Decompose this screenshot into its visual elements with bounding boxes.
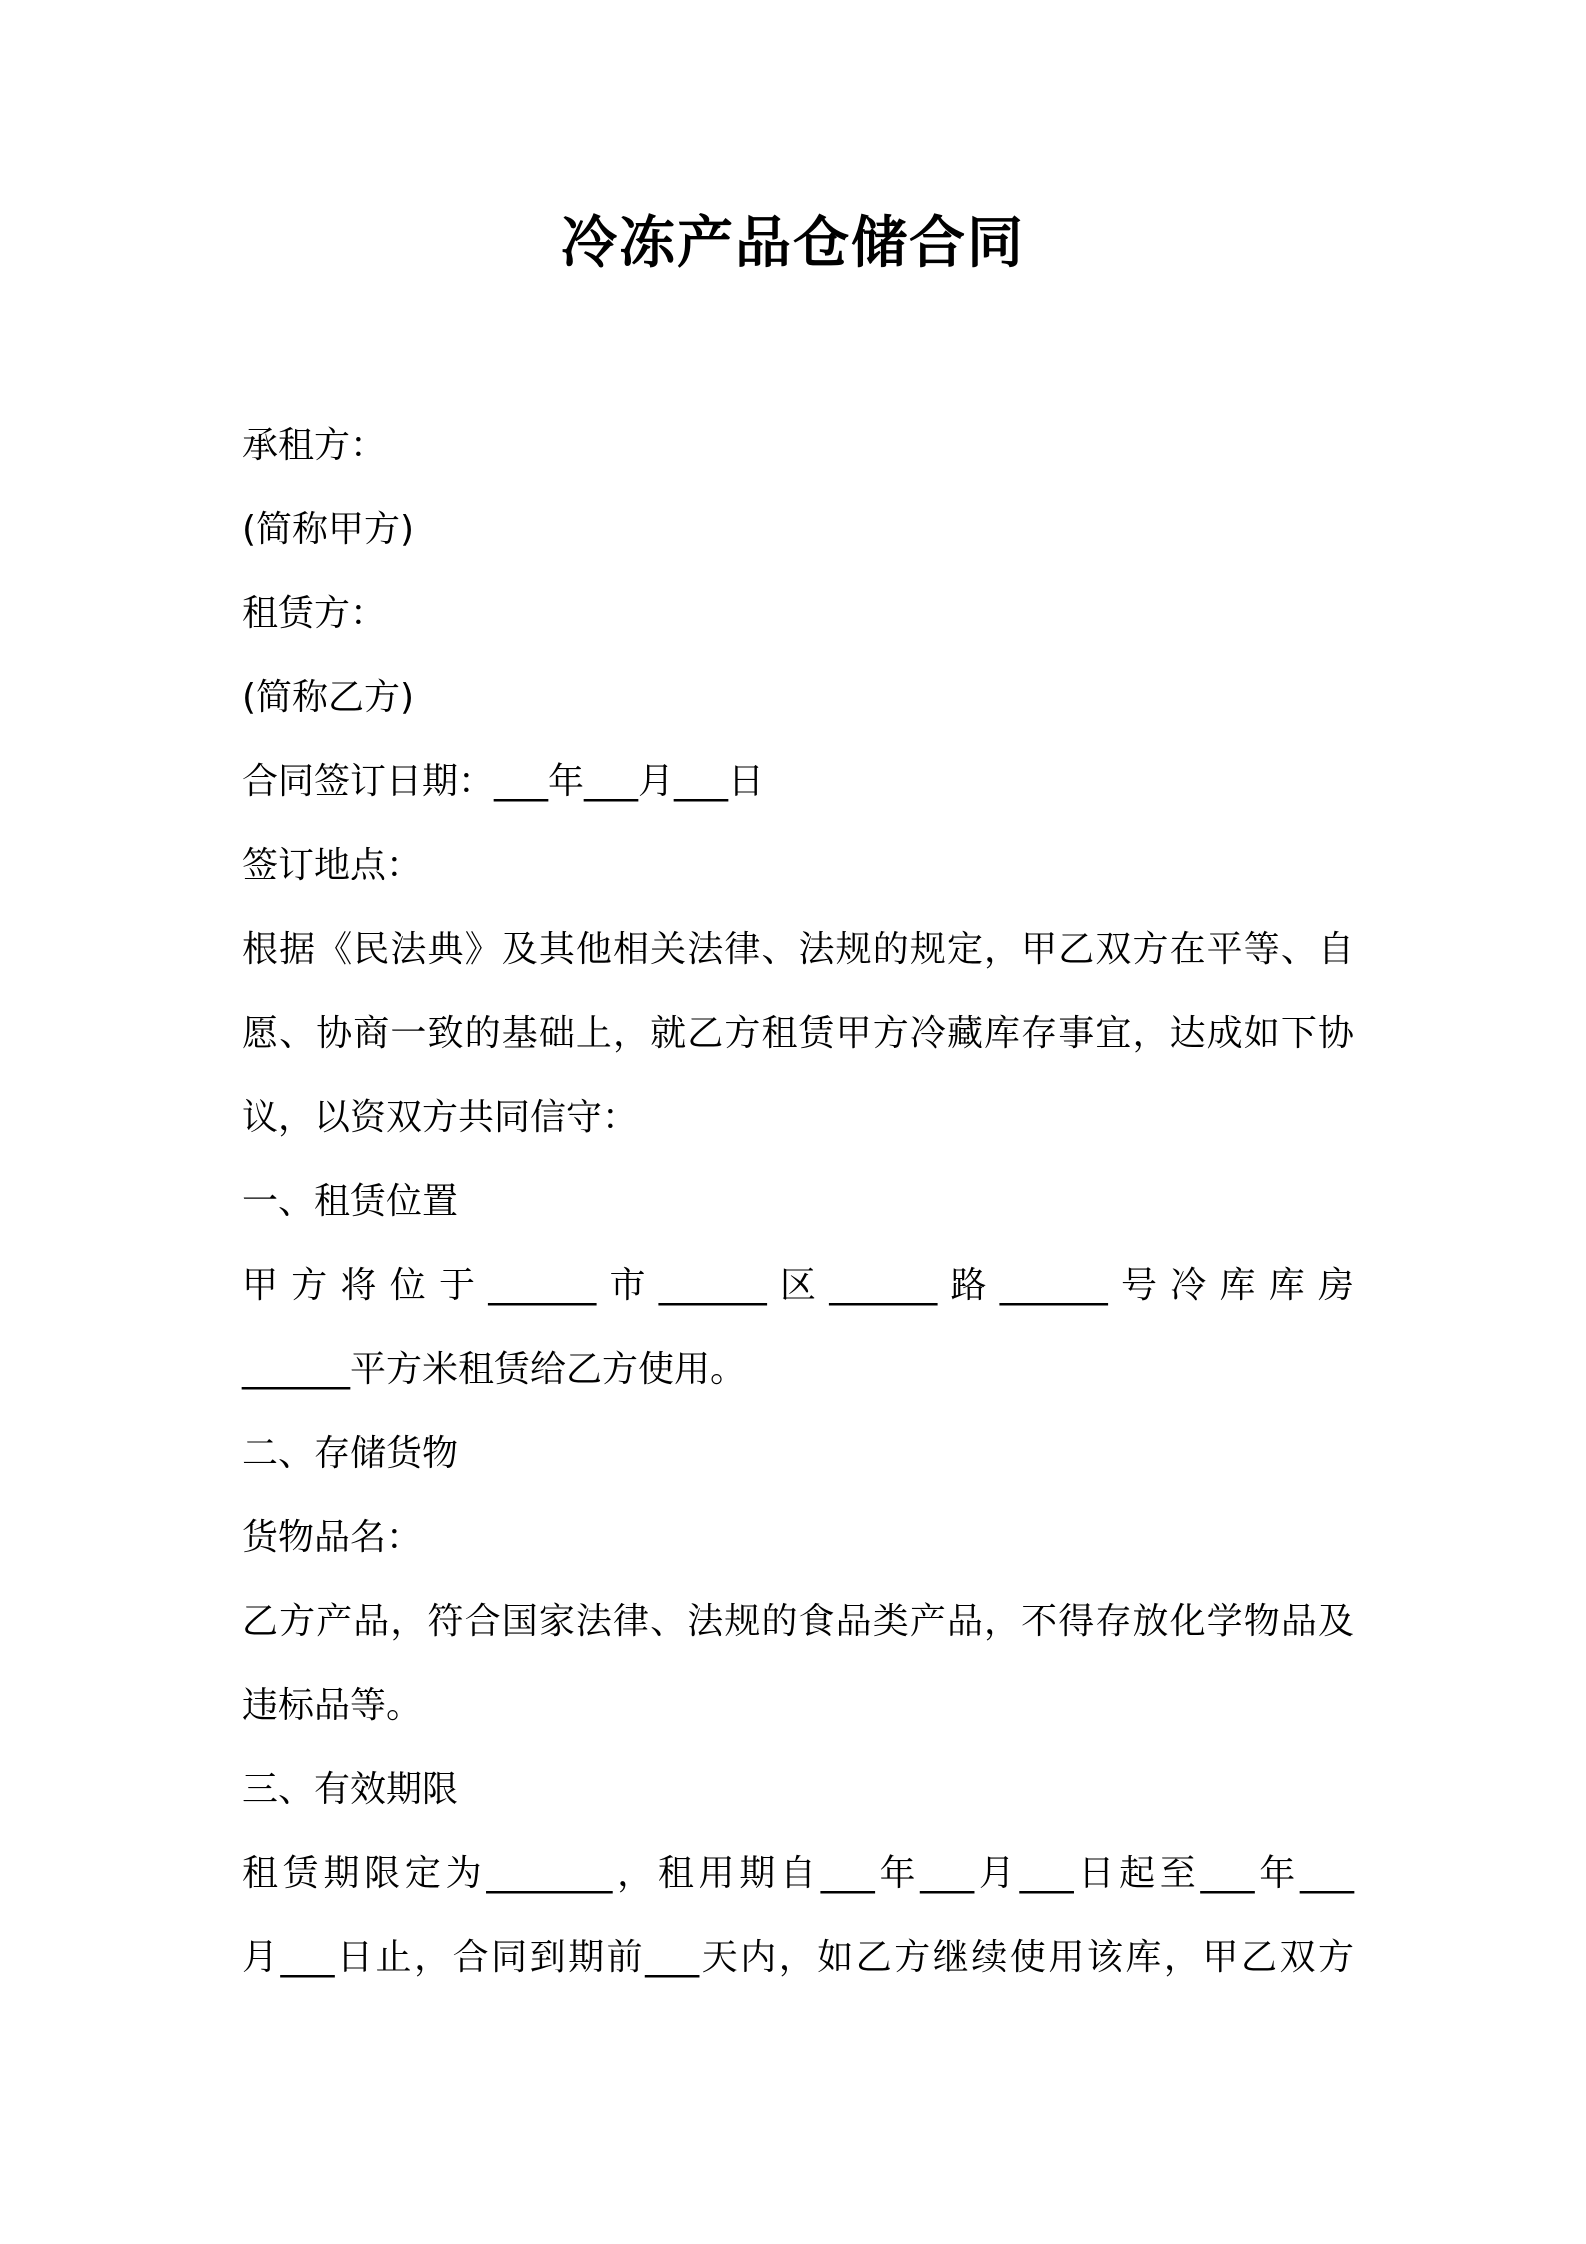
lessor-line: 承租方： [242,425,387,466]
goods-name-line: 货物品名： [242,1517,423,1558]
preamble-line: 根据《民法典》及其他相关法律、法规的规定，甲乙双方在平等、自 [242,929,1354,970]
term-clause-line: 租赁期限定为_______，租用期自___年___月___日起至___年___ [242,1853,1354,1894]
document-body [242,404,1354,2000]
lessee-line: 租赁方： [242,593,387,634]
goods-clause-line: 违标品等。 [242,1685,423,1726]
goods-clause-line: 乙方产品，符合国家法律、法规的食品类产品，不得存放化学物品及 [242,1601,1354,1642]
section-heading-term: 三、有效期限 [242,1769,459,1810]
preamble-line: 愿、协商一致的基础上，就乙方租赁甲方冷藏库存事宜，达成如下协 [242,1013,1354,1054]
lessee-abbrev-line: (简称乙方) [242,677,415,718]
location-clause-line: 甲方将位于______市______区______路______号冷库库房 [242,1265,1354,1306]
preamble-line: 议，以资双方共同信守： [242,1097,639,1138]
term-clause-line: 月___日止，合同到期前___天内，如乙方继续使用该库，甲乙双方 [242,1937,1354,1978]
location-clause-line: ______平方米租赁给乙方使用。 [242,1349,747,1390]
section-heading-goods: 二、存储货物 [242,1433,459,1474]
signing-date-line: 合同签订日期：___年___月___日 [242,761,765,802]
section-heading-location: 一、租赁位置 [242,1181,459,1222]
signing-place-line: 签订地点： [242,845,423,886]
lessor-abbrev-line: (简称甲方) [242,509,415,550]
document-title: 冷冻产品仓储合同 [561,211,1025,276]
